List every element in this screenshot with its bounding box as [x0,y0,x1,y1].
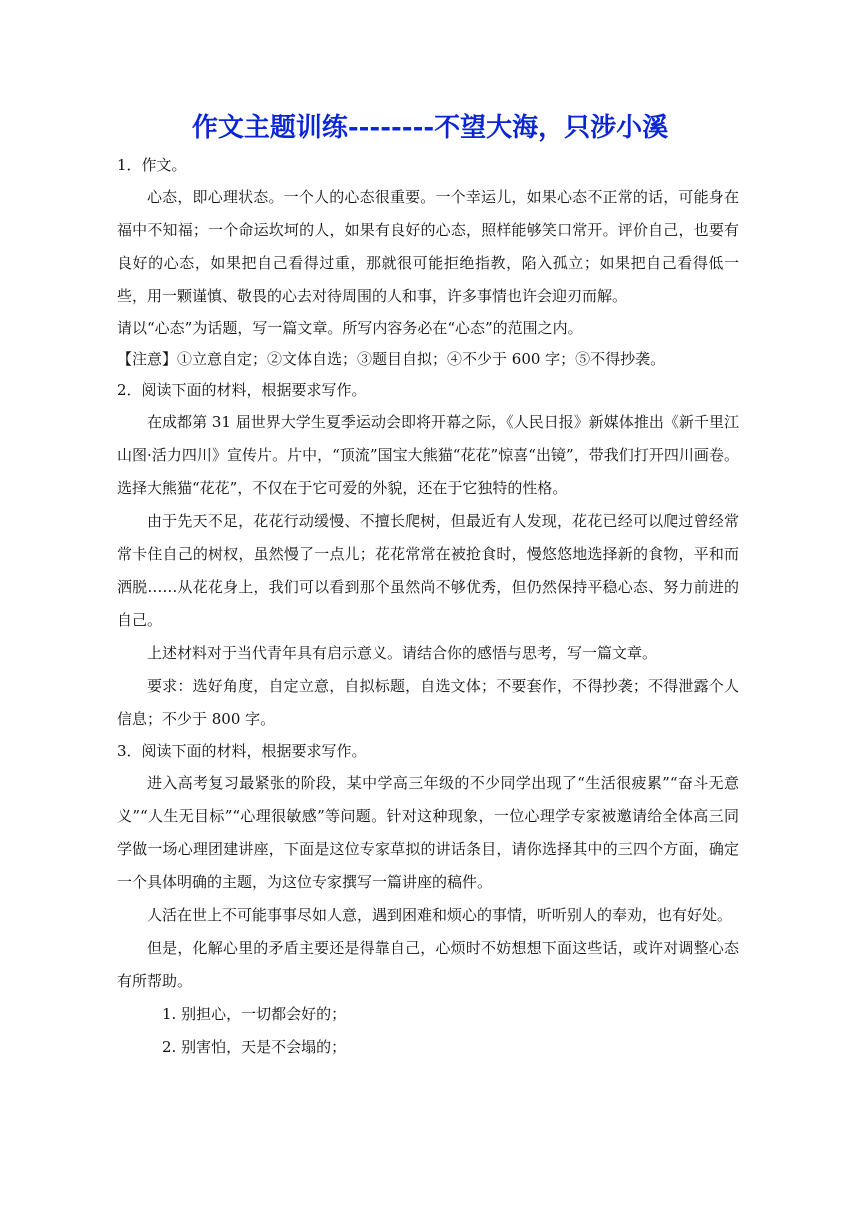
question-2-paragraph-1: 在成都第 31 届世界大学生夏季运动会即将开幕之际，《人民日报》新媒体推出《新千里江山图·活力四川》宣传片。片中，“顶流”国宝大熊猫“花花”惊喜“出镜”，带我们打开四川画卷。选择大熊猫“花花”，不仅在于它可爱的外貌，还在于它独特的性格。 [117,413,739,497]
question-3-heading: 3．阅读下面的材料，根据要求写作。 [117,742,367,760]
question-3-paragraph-2: 人活在世上不可能事事尽如人意，遇到困难和烦心的事情，听听别人的奉劝，也有好处。 [147,906,733,924]
question-1-paragraph: 心态，即心理状态。一个人的心态很重要。一个幸运儿，如果心态不正常的话，可能身在福中不知福；一个命运坎坷的人，如果有良好的心态，照样能够笑口常开。评价自己，也要有良好的心态，如果把自己看得过重，那就很可能拒绝指教，陷入孤立；如果把自己看得低一些，用一颗谨慎、敬畏的心去对待周围的人和事，许多事情也许会迎刃而解。 [117,188,739,305]
question-2-paragraph-2: 由于先天不足，花花行动缓慢、不擅长爬树，但最近有人发现，花花已经可以爬过曾经常常卡住自己的树杈，虽然慢了一点儿；花花常常在被抢食时，慢悠悠地选择新的食物，平和而洒脱……从花花身上，我们可以看到那个虽然尚不够优秀，但仍然保持平稳心态、努力前进的自己。 [117,512,739,629]
question-2-heading: 2．阅读下面的材料，根据要求写作。 [117,381,367,399]
question-3-paragraph-3: 但是，化解心里的矛盾主要还是得靠自己，心烦时不妨想想下面这些话，或许对调整心态有所帮助。 [117,939,739,990]
question-2-paragraph-3: 上述材料对于当代青年具有启示意义。请结合你的感悟与思考，写一篇文章。 [147,644,658,662]
question-3-paragraph-1: 进入高考复习最紧张的阶段，某中学高三年级的不少同学出现了“生活很疲累”“奋斗无意义”“人生无目标”“心理很敏感”等问题。针对这种现象，一位心理学专家被邀请给全体高三同学做一场心理团建讲座，下面是这位专家草拟的讲话条目，请你选择其中的三四个方面，确定一个具体明确的主题，为这位专家撰写一篇讲座的稿件。 [117,774,739,891]
list-item: 1. 别担心，一切都会好的； [162,1005,347,1023]
question-1-note: 【注意】①立意自定；②文体自选；③题目自拟；④不少于 600 字；⑤不得抄袭。 [117,350,666,368]
question-1-prompt: 请以“心态”为话题，写一篇文章。所写内容务必在“心态”的范围之内。 [117,319,583,337]
list-item: 2. 别害怕，天是不会塌的； [162,1038,347,1056]
document-body [117,150,739,1064]
question-2-requirements: 要求：选好角度，自定立意，自拟标题，自选文体；不要套作，不得抄袭；不得泄露个人信息；不少于 800 字。 [117,677,739,728]
question-1-heading: 1．作文。 [117,156,187,174]
document-title: 作文主题训练--------不望大海，只涉小溪 [191,113,669,143]
